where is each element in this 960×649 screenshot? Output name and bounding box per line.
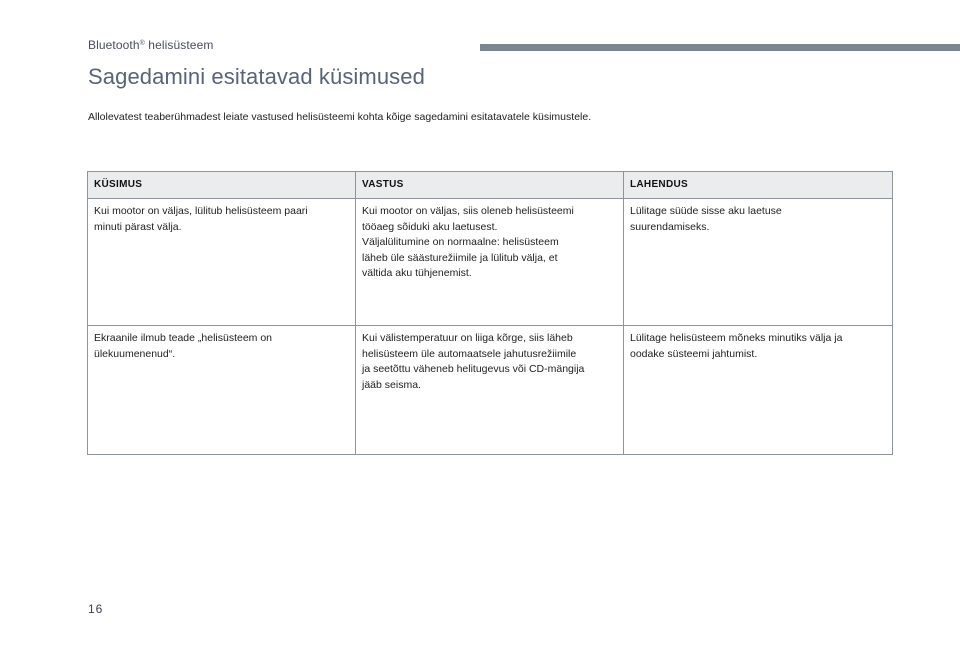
cell-line: Lülitage helisüsteem mõneks minutiks välja ja (630, 332, 843, 344)
question-cell (88, 326, 356, 455)
faq-table (87, 171, 893, 455)
registered-mark: ® (139, 40, 145, 47)
cell-line: Kui välistemperatuur on liiga kõrge, siis läheb (362, 332, 573, 344)
cell-line: vältida aku tühjenemist. (362, 267, 472, 279)
answer-cell (356, 326, 624, 455)
cell-line: ja seetõttu väheneb helitugevus või CD-mängija (362, 363, 585, 375)
column-header-question: KÜSIMUS (88, 172, 356, 199)
answer-cell (356, 199, 624, 326)
solution-cell (624, 199, 893, 326)
question-cell (88, 199, 356, 326)
page-title: Sagedamini esitatavad küsimused (88, 64, 425, 89)
cell-line: Lülitage süüde sisse aku laetuse (630, 205, 782, 217)
table-header-row (88, 172, 893, 199)
table-row (88, 199, 893, 326)
header-accent-bar (480, 44, 960, 51)
cell-line: Väljalülitumine on normaalne: helisüsteem (362, 236, 559, 248)
page-number: 16 (88, 602, 104, 616)
solution-cell (624, 326, 893, 455)
cell-line: Kui mootor on väljas, lülitub helisüsteem paari (94, 205, 308, 217)
table-row (88, 326, 893, 455)
cell-line: ülekuumenenud“. (94, 347, 176, 360)
cell-line: Kui mootor on väljas, siis oleneb helisüsteemi (362, 205, 574, 217)
cell-line: tööaeg sõiduki aku laetusest. (362, 220, 498, 233)
column-header-answer: VASTUS (356, 172, 624, 199)
cell-line: Ekraanile ilmub teade „helisüsteem on (94, 332, 273, 344)
cell-line: helisüsteem üle automaatsele jahutusrežiimile (362, 347, 577, 360)
cell-line: oodake süsteemi jahtumist. (630, 347, 758, 360)
cell-line: läheb üle säästurežiimile ja lülitub välja, et (362, 251, 558, 264)
column-header-solution: LAHENDUS (624, 172, 893, 199)
section-header-brand: Bluetooth (88, 38, 140, 52)
cell-line: minuti pärast välja. (94, 220, 182, 233)
cell-line: suurendamiseks. (630, 220, 710, 233)
section-header-rest: helisüsteem (144, 38, 214, 52)
section-header-label (88, 38, 213, 52)
intro-paragraph: Allolevatest teaberühmadest leiate vastused helisüsteemi kohta kõige sagedamini esitatavatele küsimustele. (88, 111, 592, 123)
cell-line: jääb seisma. (362, 378, 421, 391)
